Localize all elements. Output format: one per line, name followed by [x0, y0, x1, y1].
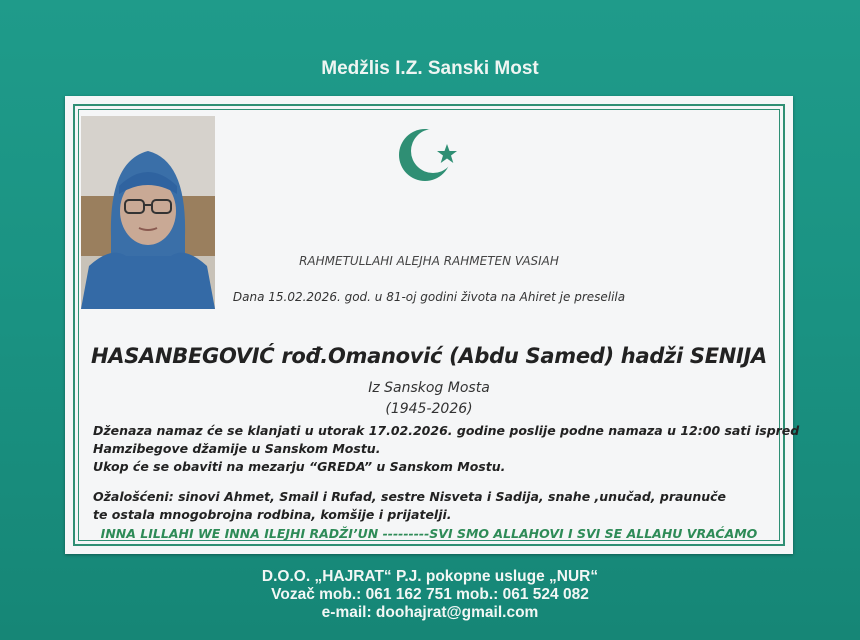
funeral-location-line: Hamzibegove džamije u Sanskom Mostu.	[93, 441, 381, 456]
header-title: Medžlis I.Z. Sanski Most	[321, 58, 539, 79]
footer-phones: Vozač mob.: 061 162 751 mob.: 061 524 082	[271, 586, 589, 603]
deceased-name: HASANBEGOVIĆ rođ.Omanović (Abdu Samed) hadži SENIJA	[90, 344, 768, 368]
funeral-prayer-line: Dženaza namaz će se klanjati u utorak 17.02.2026. godine poslije podne namaza u 12:00 sati ispred	[93, 423, 800, 438]
crescent-star-icon	[395, 122, 461, 188]
footer-email: e-mail: doohajrat@gmail.com	[321, 604, 539, 621]
death-date-line: Dana 15.02.2026. god. u 81-oj godini života na Ahiret je preselila	[232, 290, 626, 304]
footer-company: D.O.O. „HAJRAT“ P.J. pokopne usluge „NUR“	[261, 568, 599, 585]
mourners-line-2: te ostala mnogobrojna rodbina, komšije i prijatelji.	[93, 507, 452, 522]
deceased-origin: Iz Sanskog Mosta	[368, 380, 490, 396]
deceased-portrait	[81, 116, 215, 309]
life-years: (1945-2026)	[385, 401, 473, 417]
death-notice	[65, 96, 800, 554]
burial-line: Ukop će se obaviti na mezarju “GREDA” u Sanskom Mostu.	[93, 459, 506, 474]
mourners-line: Ožalošćeni: sinovi Ahmet, Smail i Rufad, sestre Nisveta i Sadija, snahe ,unučad, praunuče	[93, 489, 727, 504]
rahmet-phrase: RAHMETULLAHI ALEJHA RAHMETEN VASIAH	[299, 254, 559, 268]
inna-lillahi-line: INNA LILLAHI WE INNA ILEJHI RADŽI’UN ---------SVI SMO ALLAHOVI I SVI SE ALLAHU VRAĆAMO	[100, 526, 758, 541]
